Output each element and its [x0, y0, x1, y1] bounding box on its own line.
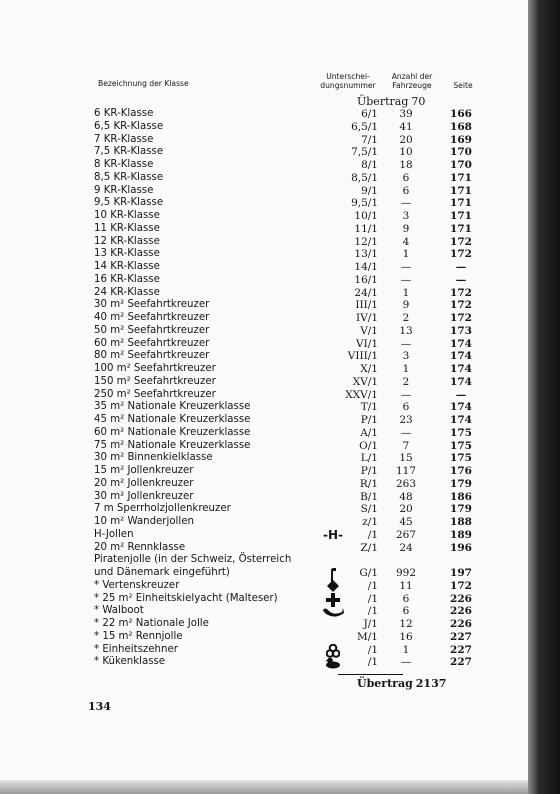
distinction-number: 11/1 — [354, 222, 378, 235]
class-name: 7 KR-Klasse — [94, 133, 154, 145]
distinction-number: T/1 — [360, 401, 378, 414]
distinction-number: /1 — [367, 592, 378, 605]
carry-over-bottom — [357, 677, 446, 690]
distinction-number: 7/1 — [361, 133, 378, 146]
vessel-count: 48 — [399, 490, 413, 503]
vessel-count: 1 — [402, 363, 410, 375]
table-row — [0, 389, 528, 402]
table-row — [0, 478, 528, 491]
distinction-number: A/1 — [360, 426, 378, 439]
page-reference: 186 — [450, 490, 472, 503]
distinction-number: 10/1 — [354, 210, 378, 222]
class-name: * 25 m² Einheitskielyacht (Malteser) — [94, 592, 278, 604]
page-reference: 179 — [450, 477, 472, 490]
distinction-number: XV/1 — [352, 375, 378, 388]
table-row — [0, 108, 528, 121]
page-reference: 172 — [450, 286, 472, 299]
page-reference: 227 — [450, 643, 472, 656]
table-row — [0, 605, 528, 618]
class-name: 60 m² Seefahrtkreuzer — [94, 337, 210, 349]
carry-over-top — [357, 95, 425, 108]
carry-over-label: Übertrag — [357, 677, 413, 690]
vessel-count: 41 — [399, 120, 413, 133]
page-reference: 226 — [450, 605, 472, 618]
book-spine-shadow — [528, 0, 560, 794]
distinction-number: S/1 — [360, 503, 378, 516]
vessel-count: 6 — [402, 184, 410, 197]
table-row — [0, 338, 528, 351]
page-reference: 175 — [450, 452, 472, 465]
distinction-number: J/1 — [363, 618, 378, 630]
distinction-number: 6/1 — [361, 108, 378, 120]
class-name: Piratenjolle (in der Schweiz, Österreich — [94, 554, 292, 566]
table-row — [0, 644, 528, 657]
page-reference: 226 — [450, 592, 472, 605]
table-row — [0, 287, 528, 300]
page-reference: 168 — [450, 120, 472, 133]
vessel-count: 15 — [399, 452, 413, 465]
table-row — [0, 542, 528, 555]
vessel-count: — — [400, 656, 412, 669]
distinction-number: 16/1 — [354, 273, 378, 286]
page-reference: 171 — [450, 197, 472, 210]
column-header-page: Seite — [453, 81, 473, 90]
sum-rule — [338, 674, 403, 675]
vessel-count: — — [400, 388, 412, 401]
class-name: * Kükenklasse — [94, 656, 166, 668]
distinction-number: IV/1 — [356, 312, 378, 324]
class-name: 13 KR-Klasse — [94, 248, 160, 260]
vessel-count: — — [400, 261, 412, 273]
class-name: 60 m² Nationale Kreuzerklasse — [94, 426, 251, 438]
vessel-count: — — [400, 426, 412, 439]
page-reference: 176 — [450, 465, 472, 477]
whale-icon — [322, 605, 344, 618]
table-row — [0, 414, 528, 427]
chick-icon — [322, 656, 344, 669]
page-edge-shadow — [0, 780, 528, 794]
table-row — [0, 185, 528, 198]
class-name: 8,5 KR-Klasse — [94, 171, 164, 183]
page-reference: 170 — [450, 146, 472, 159]
table-row — [0, 350, 528, 363]
distinction-number: 7,5/1 — [351, 146, 378, 159]
page-reference: 174 — [450, 401, 472, 414]
page-reference: 226 — [450, 618, 472, 630]
distinction-number: M/1 — [357, 630, 378, 643]
vessel-count: 12 — [399, 618, 413, 630]
table-row — [0, 401, 528, 414]
table-row — [0, 656, 528, 669]
table-row — [0, 503, 528, 516]
class-name: 9 KR-Klasse — [94, 184, 154, 196]
page-reference: 174 — [450, 414, 472, 426]
class-name: 7,5 KR-Klasse — [94, 146, 164, 158]
table-row — [0, 197, 528, 210]
table-row — [0, 567, 528, 580]
vessel-count: 4 — [402, 235, 410, 248]
class-name: * Einheitszehner — [94, 643, 178, 655]
page-reference: 188 — [450, 516, 472, 528]
class-name: 20 m² Jollenkreuzer — [94, 477, 194, 489]
table-row — [0, 491, 528, 504]
vessel-count: 16 — [399, 630, 413, 643]
page-reference: 196 — [450, 541, 472, 554]
class-name: 30 m² Jollenkreuzer — [94, 490, 194, 502]
table-row — [0, 529, 528, 542]
page-reference: 171 — [450, 184, 472, 197]
vessel-count: 1 — [402, 643, 410, 656]
page-number: 134 — [88, 700, 111, 713]
distinction-number: VI/1 — [356, 337, 378, 350]
vessel-count: 20 — [399, 133, 413, 146]
class-name: 35 m² Nationale Kreuzerklasse — [94, 401, 251, 413]
vessel-count: 2 — [402, 375, 410, 388]
distinction-number: /1 — [367, 605, 378, 618]
class-name: 45 m² Nationale Kreuzerklasse — [94, 414, 251, 425]
class-name: 30 m² Seefahrtkreuzer — [94, 299, 210, 311]
distinction-number: Z/1 — [360, 541, 378, 554]
distinction-number: 9/1 — [361, 184, 378, 197]
distinction-number: V/1 — [360, 324, 378, 337]
table-row — [0, 363, 528, 376]
table-row — [0, 516, 528, 529]
distinction-number: 12/1 — [354, 235, 378, 248]
vessel-count: — — [400, 197, 412, 210]
class-name: 150 m² Seefahrtkreuzer — [94, 375, 216, 387]
vessel-count: 6 — [402, 401, 410, 414]
distinction-number: 14/1 — [354, 261, 378, 273]
carry-over-value: 2137 — [415, 677, 447, 690]
class-name: 14 KR-Klasse — [94, 261, 160, 272]
table-row — [0, 146, 528, 159]
page-reference: 172 — [450, 312, 472, 324]
distinction-number: /1 — [367, 528, 378, 541]
vessel-count: 1 — [402, 286, 410, 299]
class-name: 75 m² Nationale Kreuzerklasse — [94, 439, 251, 451]
h-jolle-emblem: -H- — [322, 527, 343, 542]
carry-over-label: Übertrag — [357, 95, 409, 108]
page-reference: 171 — [450, 210, 472, 222]
distinction-number: III/1 — [355, 299, 378, 312]
class-name: 100 m² Seefahrtkreuzer — [94, 363, 216, 374]
table-row — [0, 159, 528, 172]
vessel-count: 3 — [402, 210, 410, 222]
table-row — [0, 223, 528, 236]
column-header-code: Unterschei- dungsnummer — [320, 72, 376, 90]
page-reference: 174 — [450, 375, 472, 388]
vessel-count: — — [400, 273, 412, 286]
vessel-count: 10 — [399, 146, 413, 159]
class-name: 24 KR-Klasse — [94, 286, 160, 298]
distinction-number: VIII/1 — [347, 350, 378, 363]
distinction-number: P/1 — [360, 465, 378, 477]
table-row — [0, 248, 528, 261]
vessel-count: 9 — [402, 222, 410, 235]
class-name: 6 KR-Klasse — [94, 108, 154, 119]
page-reference: — — [455, 261, 467, 273]
distinction-number: /1 — [367, 656, 378, 669]
distinction-number: R/1 — [359, 477, 378, 490]
class-name: 12 KR-Klasse — [94, 235, 160, 247]
page-reference: 172 — [450, 248, 472, 261]
table-row — [0, 134, 528, 147]
table-row — [0, 172, 528, 185]
table-row — [0, 452, 528, 465]
table-row — [0, 312, 528, 325]
vessel-count: 7 — [402, 439, 410, 452]
distinction-number: XXV/1 — [345, 388, 378, 401]
page-reference: 189 — [450, 528, 472, 541]
distinction-number: 8/1 — [361, 159, 378, 171]
carry-over-value: 70 — [411, 95, 426, 108]
column-header-class-name: Bezeichnung der Klasse — [98, 79, 189, 88]
page-reference: — — [455, 273, 467, 286]
table-row — [0, 554, 528, 567]
page-reference: 172 — [450, 299, 472, 312]
class-name: und Dänemark eingeführt) — [94, 567, 230, 578]
vessel-count: 20 — [399, 503, 413, 516]
page-reference: 227 — [450, 630, 472, 643]
table-row — [0, 274, 528, 287]
page-reference: 171 — [450, 171, 472, 184]
vessel-count: 1 — [402, 248, 410, 261]
page-reference: 172 — [450, 579, 472, 592]
diamond-icon — [322, 580, 344, 593]
distinction-number: 6,5/1 — [351, 120, 378, 133]
class-name: * 22 m² Nationale Jolle — [94, 618, 209, 629]
distinction-number: 24/1 — [354, 286, 378, 299]
distinction-number: z/1 — [362, 516, 378, 528]
page-reference: 197 — [450, 567, 472, 579]
class-name: 80 m² Seefahrtkreuzer — [94, 350, 210, 362]
table-row — [0, 465, 528, 478]
vessel-count: 263 — [395, 477, 417, 490]
class-name: 20 m² Rennklasse — [94, 541, 186, 553]
table-row — [0, 618, 528, 631]
page-reference: 169 — [450, 133, 472, 146]
class-name: 40 m² Seefahrtkreuzer — [94, 312, 210, 323]
page-reference: 174 — [450, 350, 472, 363]
page-reference: — — [455, 388, 467, 401]
vessel-count: 9 — [402, 299, 410, 312]
class-name: 50 m² Seefahrtkreuzer — [94, 324, 210, 336]
page-reference: 172 — [450, 235, 472, 248]
page-reference: 175 — [450, 426, 472, 439]
page-reference: 174 — [450, 363, 472, 375]
page-reference: 227 — [450, 656, 472, 669]
vessel-count: 39 — [399, 108, 413, 120]
page-reference: 179 — [450, 503, 472, 516]
vessel-count: 267 — [395, 528, 417, 541]
distinction-number: 9,5/1 — [351, 197, 378, 210]
table-row — [0, 261, 528, 274]
vessel-count: — — [400, 337, 412, 350]
vessel-count: 6 — [402, 605, 410, 618]
vessel-count: 23 — [399, 414, 413, 426]
class-name: 7 m Sperrholzjollenkreuzer — [94, 503, 231, 515]
table-row — [0, 299, 528, 312]
distinction-number: /1 — [367, 643, 378, 656]
class-name: 11 KR-Klasse — [94, 222, 160, 234]
vessel-count: 11 — [399, 579, 413, 592]
distinction-number: O/1 — [359, 439, 378, 452]
table-row — [0, 210, 528, 223]
distinction-number: /1 — [367, 579, 378, 592]
vessel-count: 6 — [402, 171, 410, 184]
distinction-number: P/1 — [360, 414, 378, 426]
vessel-count: 18 — [399, 159, 413, 171]
vessel-count: 6 — [402, 592, 410, 605]
class-name: 250 m² Seefahrtkreuzer — [94, 388, 216, 400]
vessel-count: 45 — [399, 516, 413, 528]
table-row — [0, 440, 528, 453]
class-name: 10 KR-Klasse — [94, 210, 160, 221]
class-name: 10 m² Wanderjollen — [94, 516, 194, 527]
distinction-number: B/1 — [360, 490, 378, 503]
column-header-count: Anzahl der Fahrzeuge — [391, 72, 433, 90]
class-name: 8 KR-Klasse — [94, 159, 154, 170]
class-name: 6,5 KR-Klasse — [94, 120, 164, 132]
table-row — [0, 236, 528, 249]
page-reference: 174 — [450, 337, 472, 350]
table-row — [0, 580, 528, 593]
distinction-number: G/1 — [359, 567, 378, 579]
class-name: * 15 m² Rennjolle — [94, 630, 183, 642]
table-row — [0, 325, 528, 338]
page-reference: 171 — [450, 222, 472, 235]
distinction-number: X/1 — [360, 363, 378, 375]
page-reference: 175 — [450, 439, 472, 452]
table-row — [0, 121, 528, 134]
class-name: 30 m² Binnenkielklasse — [94, 452, 213, 464]
vessel-count: 24 — [399, 541, 413, 554]
vessel-count: 13 — [399, 324, 413, 337]
class-name: 15 m² Jollenkreuzer — [94, 465, 194, 476]
distinction-number: L/1 — [360, 452, 378, 465]
page-reference: 170 — [450, 159, 472, 171]
class-name: H-Jollen — [94, 528, 134, 540]
vessel-count: 2 — [402, 312, 410, 324]
class-name: 9,5 KR-Klasse — [94, 197, 164, 209]
distinction-number: 8,5/1 — [351, 171, 378, 184]
table-row — [0, 427, 528, 440]
page-reference: 173 — [450, 324, 472, 337]
distinction-number: 13/1 — [354, 248, 378, 261]
class-name: * Walboot — [94, 605, 144, 617]
table-row — [0, 376, 528, 389]
page-reference: 166 — [450, 108, 472, 120]
vessel-count: 117 — [395, 465, 417, 477]
class-name: * Vertenskreuzer — [94, 579, 180, 591]
table-row — [0, 593, 528, 606]
class-name: 16 KR-Klasse — [94, 273, 160, 285]
class-table — [0, 108, 528, 669]
table-row — [0, 631, 528, 644]
vessel-count: 992 — [395, 567, 417, 579]
vessel-count: 3 — [402, 350, 410, 363]
